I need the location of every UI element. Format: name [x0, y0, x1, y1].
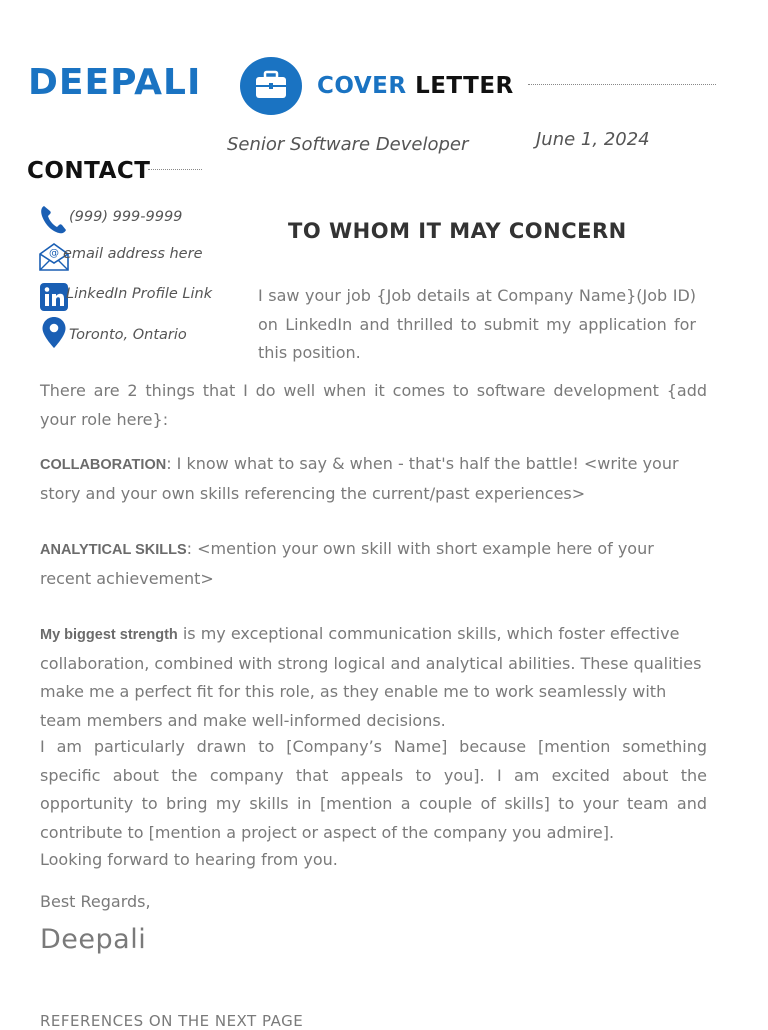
contact-phone: (999) 999-9999: [69, 209, 183, 225]
contact-divider: [148, 169, 202, 170]
location-pin-icon: [38, 316, 70, 348]
applicant-name: DEEPALI: [28, 62, 202, 103]
job-role: Senior Software Developer: [227, 134, 469, 155]
analytical-text: : <mention your own skill with short example here of your recent achievement>: [40, 539, 654, 588]
letter-greeting: TO WHOM IT MAY CONCERN: [288, 219, 627, 243]
regards-line: Best Regards,: [40, 892, 151, 911]
contact-location: Toronto, Ontario: [69, 327, 187, 343]
strength-text: is my exceptional communication skills, which foster effective collaboration, combined with strong logical and analytical abilities. These qualities make me a perfect fit for this role, as they enable me to work seamlessly with team members and make well-informed decisions.: [40, 624, 702, 730]
intro-paragraph: I saw your job {Job details at Company Name}(Job ID) on LinkedIn and thrilled to submit my application for this position.: [258, 286, 696, 362]
document-title: [317, 73, 514, 99]
contact-email[interactable]: email address here: [63, 246, 203, 262]
briefcase-icon: [240, 57, 302, 115]
phone-icon: [38, 203, 70, 235]
collaboration-paragraph: [40, 450, 707, 508]
analytical-paragraph: [40, 535, 707, 593]
title-divider: [528, 84, 716, 85]
signature-name: Deepali: [40, 924, 147, 955]
collaboration-label: COLLABORATION: [40, 457, 167, 473]
analytical-label: ANALYTICAL SKILLS: [40, 542, 187, 558]
strength-label: My biggest strength: [40, 627, 178, 643]
company-paragraph: I am particularly drawn to [Company’s Name] because [mention something specific about the company that appeals to you]. I am excited about the opportunity to bring my skills in [mention a couple of skills] to your team and contribute to [mention a project or aspect of the company you admire].: [40, 737, 707, 842]
references-note: REFERENCES ON THE NEXT PAGE: [40, 1012, 304, 1030]
strength-paragraph: [40, 620, 707, 735]
things-paragraph: There are 2 things that I do well when it comes to software development {add your role here}:: [40, 381, 707, 429]
contact-heading: CONTACT: [27, 158, 151, 184]
contact-linkedin[interactable]: LinkedIn Profile Link: [66, 286, 213, 302]
title-cover: COVER: [317, 73, 407, 99]
svg-text:@: @: [49, 248, 59, 259]
closing-line: Looking forward to hearing from you.: [40, 850, 338, 869]
letter-date: June 1, 2024: [536, 129, 650, 150]
title-letter: LETTER: [415, 73, 514, 99]
collaboration-text: : I know what to say & when - that's half the battle! <write your story and your own skills referencing the current/past experiences>: [40, 454, 679, 503]
